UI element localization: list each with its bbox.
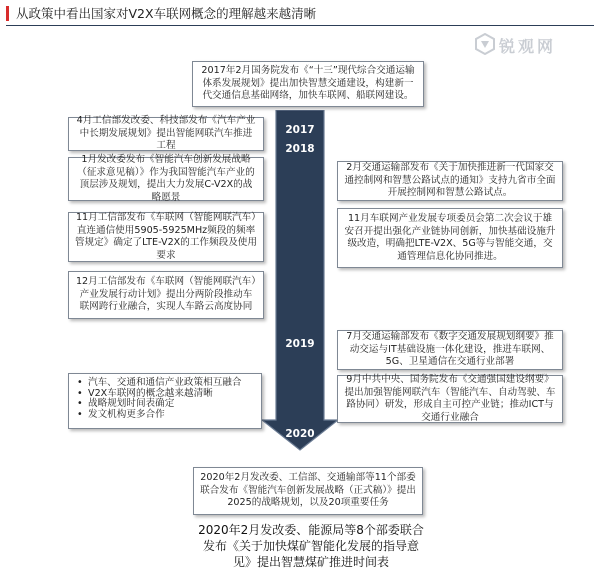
event-text: 11月车联网产业发展专项委员会第二次会议于雄安召开提出强化产业链协同创新，加快基础设施升级改造，明确把LTE-V2X、5G等与智能交通，交通管理信息化协同推进。 <box>344 213 556 262</box>
summary-box <box>68 373 262 429</box>
event-2018-committee <box>337 208 563 268</box>
event-2019-central <box>337 375 563 423</box>
event-2019-mot-digital <box>337 330 563 370</box>
event-text: 2月交通运输部发布《关于加快推进新一代国家交通控制网和智慧公路试点的通知》支持九省市全面开展控制网和智慧公路试点。 <box>344 162 556 199</box>
summary-list <box>77 378 255 420</box>
year-label-2017: 2017 <box>285 124 315 136</box>
summary-item: • 战略规划时间表确定 <box>77 399 255 410</box>
summary-item: • 汽车、交通和通信产业政策相互融合 <box>77 378 255 389</box>
event-text: 4月工信部发改委、科技部发布《汽车产业中长期发展规划》提出智能网联汽车推进工程 <box>76 115 256 152</box>
event-text: 2020年2月发改委、工信部、交通输部等11个部委联合发布《智能汽车创新发展战略（正式稿）》提出2025的战略规划，以及20项重要任务 <box>200 472 416 509</box>
event-2018-miit-spectrum <box>68 212 264 262</box>
logo-mark-icon <box>474 33 496 55</box>
event-2018-ndrc-strategy <box>68 154 264 203</box>
event-2017-miit-plan <box>68 117 264 151</box>
event-text: 11月工信部发布《车联网（智能网联汽车）直连通信使用5905-5925MHz频段的频率管规定》确定了LTE-V2X的工作频段及使用要求 <box>75 212 257 261</box>
event-text: 2017年2月国务院发布《“十三”现代综合交通运输体系发展规划》提出加快智慧交通建设，构建新一代交通信息基础网络，加快车联网、船联网建设。 <box>201 65 415 102</box>
brand-logo <box>474 32 570 56</box>
event-2020-strategy <box>193 467 423 515</box>
year-label-2020: 2020 <box>285 428 315 440</box>
event-2017-state-council <box>192 61 424 107</box>
year-label-2019: 2019 <box>285 338 315 350</box>
event-2020-coal: 2020年2月发改委、能源局等8个部委联合发布《关于加快煤矿智能化发展的指导意见》提出智慧煤矿推进时间表 <box>198 523 424 569</box>
title-underline <box>6 25 594 26</box>
year-label-2018: 2018 <box>285 143 315 155</box>
event-text: 1月发改委发布《智能汽车创新发展战略（征求意见稿）》作为我国智能汽车产业的顶层涉及规划，提出大力发展C-V2X的战略愿景 <box>77 154 255 203</box>
summary-item: • V2X车联网的概念越来越清晰 <box>77 389 255 400</box>
event-text: 12月工信部发布《车联网（智能网联汽车）产业发展行动计划》提出分两阶段推动车联网跨行业融合，实现人车路云高度协同 <box>75 276 257 313</box>
summary-item: • 发文机构更多合作 <box>77 410 255 421</box>
page-title: 从政策中看出国家对V2X车联网概念的理解越来越清晰 <box>16 6 317 21</box>
event-text: 9月中共中央、国务院发布《交通强国建设纲要》提出加强智能网联汽车（智能汽车、自动驾驶、车路协同）研发，形成自主可控产业链；推动ICT与交通行业融合 <box>344 374 556 423</box>
logo-text: 锐观网 <box>499 37 557 56</box>
event-2018-miit-action <box>68 271 264 319</box>
event-text: 7月交通运输部发布《数字交通发展规划纲要》推动交运与IT基础设施一体化建设，推进车联网、5G、卫星通信在交通行业部署 <box>346 331 554 368</box>
title-accent-bar <box>6 6 9 21</box>
event-2018-mot-notice <box>337 161 563 201</box>
